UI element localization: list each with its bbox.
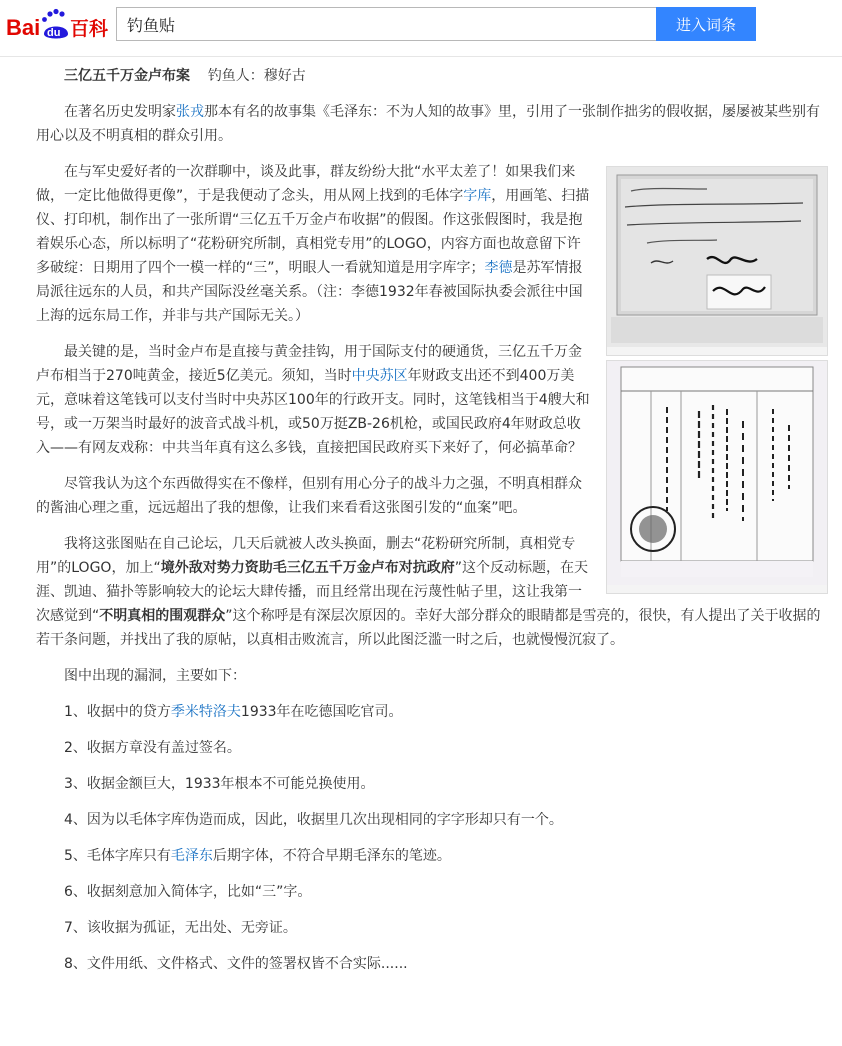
text: ”这个反动标题，在天涯、凯迪、猫扑等影响较大的论坛大肆传播，而且经常出现在污蔑性帖子里，这让我第一次感觉到“ <box>36 560 588 624</box>
text: 1933年在吃德国吃官司。 <box>240 704 403 720</box>
receipt-photo-top <box>607 167 827 347</box>
text: 在与军史爱好者的一次群聊中，谈及此事，群友纷纷大批“水平太差了！如果我们来做，一定比他做得更像”，于是我便动了念头，用从网上找到的毛体字 <box>36 164 576 204</box>
enter-entry-button[interactable]: 进入词条 <box>656 7 756 41</box>
list-item: 6、收据刻意加入简体字，比如“三”字。 <box>64 884 312 900</box>
receipt-image-top[interactable] <box>606 166 828 356</box>
baidu-baike-logo[interactable] <box>6 6 110 46</box>
text: 5、毛体字库只有 <box>64 848 171 864</box>
list-item: 3、收据金额巨大，1933年根本不可能兑换使用。 <box>64 776 375 792</box>
list-item: 2、收据方章没有盖过签名。 <box>64 740 241 756</box>
list-item <box>36 700 826 724</box>
paragraph-4: 尽管我认为这个东西做得实在不像样，但别有用心分子的战斗力之强，不明真相群众的酱油心理之重，远远超出了我的想像，让我们来看看这张图引发的“血案”吧。 <box>36 476 582 516</box>
text: 是苏军情报局派往远东的人员，和共产国际没丝毫关系。（注：李德1932年春被国际执委会派往中国上海的远东局工作，并非与共产国际无关。） <box>36 260 583 324</box>
list-item: 7、该收据为孤证，无出处、无旁证。 <box>64 920 297 936</box>
link-li-de[interactable]: 李德 <box>484 260 513 276</box>
link-dimitrov[interactable]: 季米特洛夫 <box>170 704 241 720</box>
text: 在著名历史发明家 <box>64 104 176 120</box>
link-central-soviet[interactable]: 中央苏区 <box>351 368 408 384</box>
list-item: 8、文件用纸、文件格式、文件的签署权皆不合实际...... <box>64 956 408 972</box>
link-mao-zedong[interactable]: 毛泽东 <box>170 848 213 864</box>
receipt-image-bottom[interactable] <box>606 360 828 594</box>
receipt-figure <box>606 166 828 598</box>
logo-du-text: du <box>47 27 61 39</box>
flaw-list <box>36 700 826 976</box>
text: ，用画笔、扫描仪、打印机，制作出了一张所谓“三亿五千万金卢布收据”的假图。作这张假图时，我是抱着娱乐心态，所以标明了“花粉研究所制，真相党专用”的LOGO，内容方面也故意留下许多破绽：日期用了四个一模一样的“三”，明眼人一看就知道是用字库字； <box>36 188 590 276</box>
top-bar <box>0 0 842 57</box>
list-item: 4、因为以毛体字库伪造而成，因此，收据里几次出现相同的字字形却只有一个。 <box>64 812 563 828</box>
logo-bai-text: Bai <box>6 15 41 40</box>
text: 年财政支出还不到400万美元，意味着这笔钱可以支付当时中央苏区100年的行政开支。同时，这笔钱相当于4艘大和号，或一万架当时最好的波音式战斗机，或50万挺ZB-26机枪，或国民政府4年财政总收入——有网友戏称：中共当年真有这么多钱，直接把国民政府买下来好了，何必搞革命？ <box>36 368 590 456</box>
receipt-photo-bottom <box>607 361 827 585</box>
bold-phrase: 不明真相的围观群众 <box>99 608 226 624</box>
paragraph-6: 图中出现的漏洞，主要如下： <box>64 668 246 684</box>
list-item <box>36 844 826 868</box>
heading-title: 三亿五千万金卢布案 <box>64 68 190 84</box>
article-heading <box>36 64 826 88</box>
search-input[interactable] <box>116 7 656 41</box>
text: 后期字体，不符合早期毛泽东的笔迹。 <box>212 848 451 864</box>
logo-baike-text: 百科 <box>70 18 109 40</box>
link-zhang-rong[interactable]: 张戎 <box>176 104 204 120</box>
text: 我将这张图贴在自己论坛，几天后就被人改头换面，删去“花粉研究所制，真相党专用”的LOGO，加上“ <box>36 536 576 576</box>
text: 最关键的是，当时金卢布是直接与黄金挂钩，用于国际支付的硬通货，三亿五千万金卢布相当于270吨黄金，接近5亿美元。须知，当时 <box>36 344 582 384</box>
text: 那本有名的故事集《毛泽东：不为人知的故事》里，引用了一张制作拙劣的假收据，屡屡被某些别有用心以及不明真相的群众引用。 <box>36 104 820 144</box>
text: 1、收据中的贷方 <box>64 704 171 720</box>
bold-title: 境外敌对势力资助毛三亿五千万金卢布对抗政府 <box>160 560 455 576</box>
paragraph-1 <box>36 100 826 148</box>
text: ”这个称呼是有深层次原因的。幸好大部分群众的眼睛都是雪亮的，很快，有人提出了关于收据的若干条问题，并找出了我的原帖，以真相击败流言，所以此图泛滥一时之后，也就慢慢沉寂了。 <box>36 608 821 648</box>
article-content <box>36 56 826 988</box>
heading-author: 钓鱼人：穆好古 <box>207 68 306 84</box>
link-font-library[interactable]: 字库 <box>463 188 492 204</box>
